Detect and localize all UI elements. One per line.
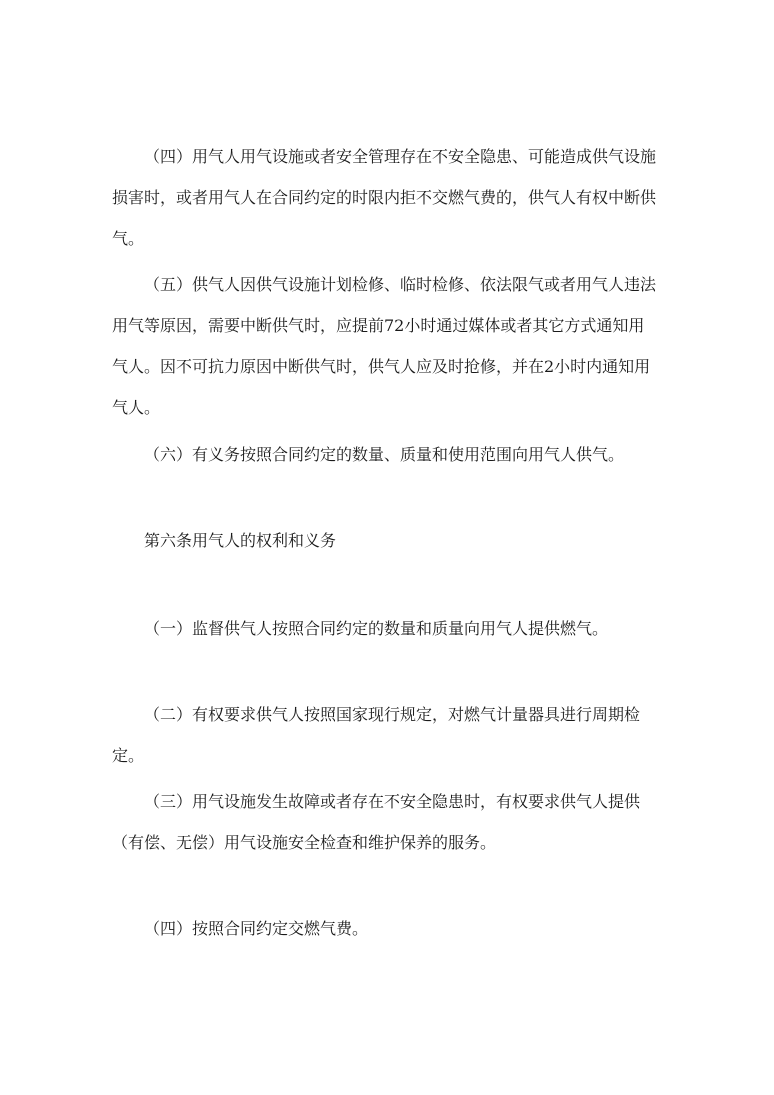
section-heading-user-rights: 第六条用气人的权利和义务 (144, 531, 337, 550)
paragraph-supplier-suspend-right: （四）用气人用气设施或者安全管理存在不安全隐患、可能造成供气设施损害时，或者用气人在合同约定的时限内拒不交燃气费的，供气人有权中断供气。 (112, 147, 657, 248)
paragraph-supply-obligation: （六）有义务按照合同约定的数量、质量和使用范围向用气人供气。 (144, 445, 625, 464)
paragraph-planned-interruption-notice: （五）供气人因供气设施计划检修、临时检修、依法限气或者用气人违法用气等原因，需要中断供气时，应提前72小时通过媒体或者其它方式通知用气人。因不可抗力原因中断供气时，供气人应及时抢修，并在2小时内通知用气人。 (112, 275, 657, 417)
paragraph-pay-gas-fee: （四）按照合同约定交燃气费。 (144, 919, 369, 938)
paragraph-supervise-supplier: （一）监督供气人按照合同约定的数量和质量向用气人提供燃气。 (144, 619, 609, 638)
paragraph-safety-inspection-service: （三）用气设施发生故障或者存在不安全隐患时，有权要求供气人提供（有偿、无偿）用气设施安全检查和维护保养的服务。 (112, 792, 641, 852)
paragraph-meter-verification: （二）有权要求供气人按照国家现行规定，对燃气计量器具进行周期检定。 (112, 705, 641, 765)
